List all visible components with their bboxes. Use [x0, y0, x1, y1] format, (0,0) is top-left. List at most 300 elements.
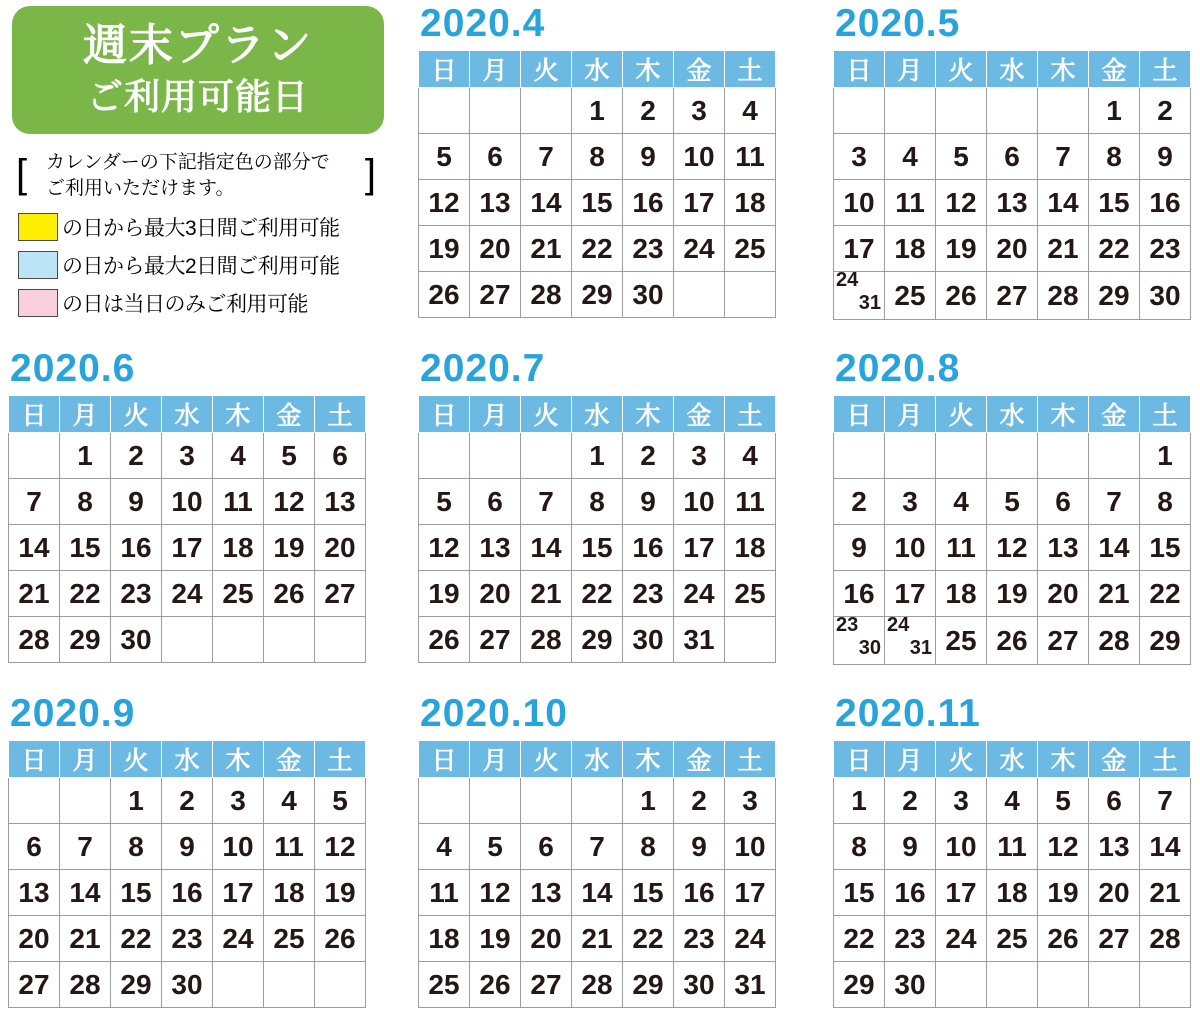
day-cell: 27 [1089, 916, 1140, 962]
day-cell-empty [725, 617, 776, 663]
week-row [9, 962, 366, 1008]
plan-badge [12, 6, 384, 134]
day-cell-empty [1038, 962, 1089, 1008]
day-cell: 13 [470, 525, 521, 571]
week-row [834, 180, 1191, 226]
weekday-header-row [834, 51, 1191, 88]
swatch-blue-icon [18, 251, 58, 279]
week-row [419, 226, 776, 272]
calendar-table [833, 740, 1191, 1008]
day-cell-empty [885, 88, 936, 134]
day-cell: 25 [725, 571, 776, 617]
weekday-header-木: 木 [1038, 741, 1089, 778]
calendar-2020-8 [825, 349, 1200, 665]
weekday-header-木: 木 [1038, 396, 1089, 433]
day-cell: 19 [1038, 870, 1089, 916]
day-cell: 8 [60, 479, 111, 525]
week-row [419, 916, 776, 962]
day-cell: 21 [521, 226, 572, 272]
swatch-pink-icon [18, 289, 58, 317]
day-cell: 16 [111, 525, 162, 571]
day-cell: 3 [834, 134, 885, 180]
legend-note [16, 148, 376, 204]
day-cell: 19 [419, 571, 470, 617]
calendar-2020-4 [410, 4, 825, 318]
day-cell: 29 [1140, 617, 1191, 665]
day-cell: 27 [9, 962, 60, 1008]
day-cell: 27 [987, 272, 1038, 320]
day-cell-empty [1038, 88, 1089, 134]
day-cell: 17 [674, 525, 725, 571]
calendar-table [833, 50, 1191, 320]
day-cell: 16 [1140, 180, 1191, 226]
day-cell-empty [60, 778, 111, 824]
day-cell: 11 [419, 870, 470, 916]
week-row [419, 870, 776, 916]
day-cell: 19 [419, 226, 470, 272]
day-cell: 15 [572, 525, 623, 571]
day-cell: 12 [419, 525, 470, 571]
day-cell-empty [521, 778, 572, 824]
legend-cell [0, 0, 410, 345]
weekday-header-日: 日 [9, 396, 60, 433]
day-cell: 15 [572, 180, 623, 226]
week-row [419, 525, 776, 571]
weekday-header-日: 日 [834, 51, 885, 88]
day-cell: 18 [419, 916, 470, 962]
weekday-header-row [9, 741, 366, 778]
week-row [834, 134, 1191, 180]
calendar-title: 2020.11 [835, 692, 981, 735]
day-cell: 28 [1089, 617, 1140, 665]
day-cell: 14 [9, 525, 60, 571]
day-cell: 12 [987, 525, 1038, 571]
day-cell: 1 [572, 88, 623, 134]
day-cell: 14 [1140, 824, 1191, 870]
day-cell: 17 [885, 571, 936, 617]
day-cell: 6 [1089, 778, 1140, 824]
weekday-header-水: 水 [987, 741, 1038, 778]
day-cell-empty [936, 962, 987, 1008]
day-cell-empty [987, 962, 1038, 1008]
weekday-header-月: 月 [470, 741, 521, 778]
day-cell-empty [834, 88, 885, 134]
day-cell: 20 [1038, 571, 1089, 617]
weekday-header-木: 木 [213, 741, 264, 778]
day-cell: 1 [623, 778, 674, 824]
day-cell: 4 [725, 88, 776, 134]
calendar-title: 2020.6 [10, 347, 136, 390]
day-cell: 16 [162, 870, 213, 916]
day-cell: 10 [674, 134, 725, 180]
day-cell: 11 [885, 180, 936, 226]
day-cell: 11 [725, 479, 776, 525]
plan-badge-line1: 週末プラン [83, 21, 313, 71]
day-cell: 5 [419, 479, 470, 525]
week-row [834, 962, 1191, 1008]
calendar-title: 2020.4 [420, 2, 546, 45]
calendar-2020-5 [825, 4, 1200, 320]
week-row [9, 824, 366, 870]
week-row [9, 525, 366, 571]
day-cell: 3 [213, 778, 264, 824]
day-cell: 10 [674, 479, 725, 525]
month-cell-2 [0, 345, 410, 690]
day-cell: 1 [1140, 433, 1191, 479]
day-cell: 10 [834, 180, 885, 226]
week-row [419, 962, 776, 1008]
day-cell: 19 [264, 525, 315, 571]
week-row [834, 778, 1191, 824]
week-row [9, 433, 366, 479]
day-cell: 6 [1038, 479, 1089, 525]
day-cell: 26 [1038, 916, 1089, 962]
day-cell: 15 [60, 525, 111, 571]
week-row [9, 479, 366, 525]
day-cell-empty [264, 617, 315, 663]
day-cell: 8 [623, 824, 674, 870]
month-cell-3 [410, 345, 825, 690]
calendar-title: 2020.7 [420, 347, 546, 390]
day-cell: 20 [9, 916, 60, 962]
weekday-header-火: 火 [111, 396, 162, 433]
weekday-header-水: 水 [987, 51, 1038, 88]
week-row [834, 226, 1191, 272]
weekday-header-月: 月 [885, 741, 936, 778]
day-cell: 17 [213, 870, 264, 916]
day-cell: 23 [885, 916, 936, 962]
day-cell: 3 [885, 479, 936, 525]
weekday-header-金: 金 [264, 396, 315, 433]
calendar-table [8, 395, 366, 663]
day-cell: 13 [9, 870, 60, 916]
day-cell: 4 [264, 778, 315, 824]
day-cell: 30 [1140, 272, 1191, 320]
day-cell: 23 [111, 571, 162, 617]
day-cell: 15 [1140, 525, 1191, 571]
day-cell: 6 [470, 479, 521, 525]
day-cell: 15 [623, 870, 674, 916]
calendar-table [8, 740, 366, 1008]
day-cell: 16 [885, 870, 936, 916]
week-row [834, 433, 1191, 479]
day-cell: 22 [60, 571, 111, 617]
day-cell: 10 [936, 824, 987, 870]
day-cell-empty [1089, 433, 1140, 479]
day-cell-empty [419, 88, 470, 134]
day-cell [885, 614, 936, 665]
day-cell: 20 [521, 916, 572, 962]
day-cell: 4 [987, 778, 1038, 824]
day-cell: 21 [521, 571, 572, 617]
week-row [834, 88, 1191, 134]
day-cell-empty [9, 433, 60, 479]
weekday-header-金: 金 [674, 741, 725, 778]
week-row [419, 88, 776, 134]
calendar-title: 2020.10 [420, 692, 568, 735]
day-cell: 21 [1089, 571, 1140, 617]
day-cell: 19 [470, 916, 521, 962]
day-double: 24 31 [887, 614, 932, 659]
day-cell: 21 [1038, 226, 1089, 272]
day-cell: 9 [623, 479, 674, 525]
day-cell: 22 [623, 916, 674, 962]
day-cell: 29 [60, 617, 111, 663]
day-cell: 30 [162, 962, 213, 1008]
week-row [419, 272, 776, 318]
day-cell-empty [936, 88, 987, 134]
day-cell: 14 [521, 525, 572, 571]
day-cell: 7 [9, 479, 60, 525]
day-cell: 2 [623, 88, 674, 134]
day-cell: 7 [60, 824, 111, 870]
day-cell: 4 [936, 479, 987, 525]
day-cell: 11 [987, 824, 1038, 870]
day-cell: 4 [419, 824, 470, 870]
day-cell: 28 [9, 617, 60, 663]
day-cell: 3 [674, 433, 725, 479]
week-row [9, 916, 366, 962]
day-cell-empty [470, 778, 521, 824]
day-cell: 17 [834, 226, 885, 272]
day-cell: 18 [725, 180, 776, 226]
legend-item-pink [18, 288, 402, 318]
day-cell: 25 [936, 617, 987, 665]
day-cell: 23 [674, 916, 725, 962]
day-cell: 20 [470, 571, 521, 617]
day-cell: 29 [623, 962, 674, 1008]
month-cell-1 [825, 0, 1200, 345]
day-cell-empty [885, 433, 936, 479]
day-cell: 25 [264, 916, 315, 962]
day-cell: 22 [834, 916, 885, 962]
weekday-header-土: 土 [725, 51, 776, 88]
day-cell: 14 [1089, 525, 1140, 571]
day-cell: 29 [1089, 272, 1140, 320]
weekday-header-水: 水 [572, 396, 623, 433]
weekday-header-木: 木 [623, 51, 674, 88]
day-cell: 5 [470, 824, 521, 870]
week-row [834, 525, 1191, 571]
bracket-right: ] [364, 152, 376, 196]
day-cell: 12 [315, 824, 366, 870]
day-cell: 27 [470, 617, 521, 663]
day-cell: 12 [264, 479, 315, 525]
day-cell: 29 [111, 962, 162, 1008]
weekday-header-水: 水 [162, 396, 213, 433]
day-cell: 21 [9, 571, 60, 617]
day-cell: 12 [470, 870, 521, 916]
day-cell: 2 [111, 433, 162, 479]
day-cell: 6 [9, 824, 60, 870]
month-cell-4 [825, 345, 1200, 690]
day-cell: 21 [572, 916, 623, 962]
weekday-header-row [419, 741, 776, 778]
day-cell: 12 [936, 180, 987, 226]
week-row [834, 479, 1191, 525]
day-cell: 28 [572, 962, 623, 1008]
weekday-header-日: 日 [419, 396, 470, 433]
day-cell-empty [419, 433, 470, 479]
day-cell: 18 [936, 571, 987, 617]
day-cell: 11 [725, 134, 776, 180]
day-cell: 1 [60, 433, 111, 479]
day-cell-empty [1038, 433, 1089, 479]
weekday-header-日: 日 [419, 741, 470, 778]
day-cell: 22 [572, 571, 623, 617]
day-cell: 16 [834, 571, 885, 617]
day-cell-empty [1089, 962, 1140, 1008]
weekday-header-火: 火 [111, 741, 162, 778]
week-row [419, 433, 776, 479]
day-cell: 1 [1089, 88, 1140, 134]
weekday-header-金: 金 [674, 396, 725, 433]
day-cell-empty [725, 272, 776, 318]
day-cell: 29 [572, 617, 623, 663]
day-cell: 24 [674, 226, 725, 272]
day-cell: 24 [213, 916, 264, 962]
day-cell-empty [987, 88, 1038, 134]
day-cell: 18 [987, 870, 1038, 916]
day-cell: 8 [1140, 479, 1191, 525]
weekday-header-木: 木 [213, 396, 264, 433]
day-cell: 23 [623, 571, 674, 617]
day-cell: 26 [470, 962, 521, 1008]
week-row [419, 617, 776, 663]
calendar-table [418, 395, 776, 663]
day-cell: 2 [674, 778, 725, 824]
day-cell: 20 [315, 525, 366, 571]
day-cell: 29 [834, 962, 885, 1008]
day-cell: 2 [1140, 88, 1191, 134]
day-cell: 14 [521, 180, 572, 226]
day-cell: 23 [623, 226, 674, 272]
day-cell: 25 [213, 571, 264, 617]
week-row [419, 180, 776, 226]
weekday-header-土: 土 [315, 396, 366, 433]
week-row [834, 272, 1191, 320]
day-cell: 3 [162, 433, 213, 479]
weekday-header-木: 木 [1038, 51, 1089, 88]
day-cell-empty [315, 962, 366, 1008]
day-cell: 2 [623, 433, 674, 479]
weekday-header-火: 火 [936, 51, 987, 88]
day-cell-empty [936, 433, 987, 479]
day-cell: 27 [521, 962, 572, 1008]
calendar-2020-6 [0, 349, 410, 663]
day-cell: 28 [1140, 916, 1191, 962]
calendar-title: 2020.5 [835, 2, 961, 45]
day-cell: 2 [885, 778, 936, 824]
weekday-header-火: 火 [521, 51, 572, 88]
day-cell: 12 [419, 180, 470, 226]
legend-item-yellow-label: の日から最大3日間ご利用可能 [62, 217, 340, 240]
day-cell: 15 [834, 870, 885, 916]
day-cell-empty [213, 617, 264, 663]
calendar-2020-9 [0, 694, 410, 1008]
day-cell: 9 [674, 824, 725, 870]
day-cell: 7 [1089, 479, 1140, 525]
day-cell: 14 [1038, 180, 1089, 226]
day-cell: 5 [987, 479, 1038, 525]
weekday-header-金: 金 [264, 741, 315, 778]
day-cell-empty [987, 433, 1038, 479]
weekday-header-日: 日 [419, 51, 470, 88]
day-cell: 21 [1140, 870, 1191, 916]
day-cell: 3 [674, 88, 725, 134]
day-cell: 16 [623, 180, 674, 226]
week-row [419, 778, 776, 824]
week-row [834, 617, 1191, 665]
weekday-header-水: 水 [572, 741, 623, 778]
day-cell: 18 [725, 525, 776, 571]
week-row [419, 134, 776, 180]
swatch-yellow-icon [18, 213, 58, 241]
weekday-header-土: 土 [725, 741, 776, 778]
day-cell: 9 [111, 479, 162, 525]
day-cell: 17 [674, 180, 725, 226]
day-cell: 11 [213, 479, 264, 525]
day-cell: 19 [987, 571, 1038, 617]
day-cell: 16 [674, 870, 725, 916]
day-cell: 26 [419, 617, 470, 663]
day-cell: 9 [623, 134, 674, 180]
day-cell: 19 [936, 226, 987, 272]
day-cell: 4 [213, 433, 264, 479]
weekday-header-土: 土 [725, 396, 776, 433]
day-cell-empty [674, 272, 725, 318]
legend-item-blue [18, 250, 402, 280]
day-cell: 28 [521, 272, 572, 318]
day-cell: 25 [419, 962, 470, 1008]
day-cell-empty [521, 433, 572, 479]
day-cell-empty [1140, 962, 1191, 1008]
day-cell: 12 [1038, 824, 1089, 870]
day-cell: 14 [60, 870, 111, 916]
day-cell: 18 [885, 226, 936, 272]
legend-item-yellow [18, 212, 402, 242]
day-cell: 27 [315, 571, 366, 617]
day-cell: 26 [264, 571, 315, 617]
day-cell: 5 [936, 134, 987, 180]
day-cell: 13 [1089, 824, 1140, 870]
weekday-header-木: 木 [623, 396, 674, 433]
day-cell: 6 [521, 824, 572, 870]
weekday-header-row [9, 396, 366, 433]
day-cell: 18 [264, 870, 315, 916]
weekday-header-日: 日 [834, 741, 885, 778]
day-cell: 30 [885, 962, 936, 1008]
day-cell: 5 [315, 778, 366, 824]
day-cell: 4 [725, 433, 776, 479]
day-cell-empty [264, 962, 315, 1008]
day-cell-empty [315, 617, 366, 663]
day-cell: 13 [521, 870, 572, 916]
weekday-header-金: 金 [1089, 741, 1140, 778]
day-cell: 8 [834, 824, 885, 870]
month-cell-7 [825, 690, 1200, 1015]
day-cell: 28 [521, 617, 572, 663]
day-cell: 13 [315, 479, 366, 525]
day-cell: 9 [162, 824, 213, 870]
week-row [9, 571, 366, 617]
day-cell: 8 [572, 479, 623, 525]
day-cell-empty [470, 433, 521, 479]
weekday-header-土: 土 [1140, 51, 1191, 88]
week-row [834, 824, 1191, 870]
day-cell: 10 [885, 525, 936, 571]
day-cell: 17 [162, 525, 213, 571]
